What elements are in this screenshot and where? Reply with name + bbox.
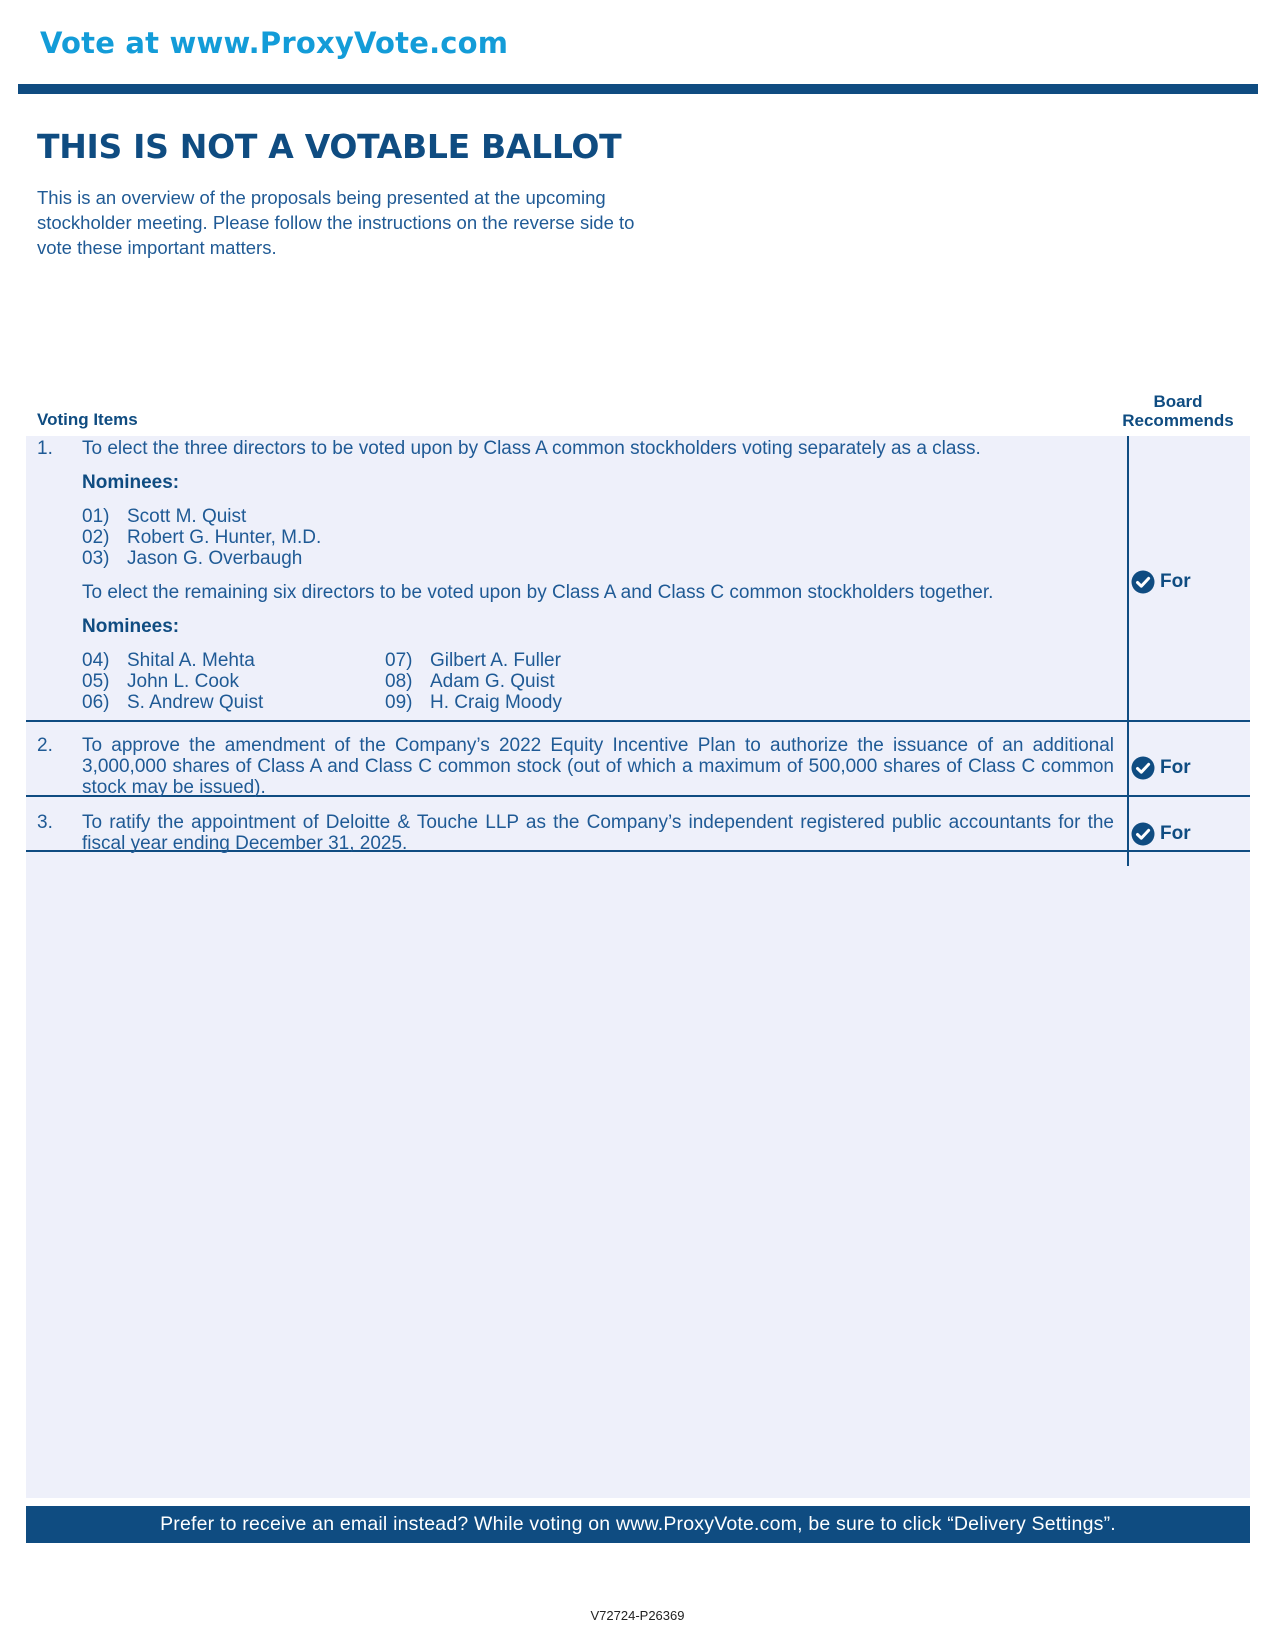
item-3-recommendation: [1131, 822, 1191, 846]
recommendation-label: For: [1160, 757, 1191, 778]
board-header-line1: Board: [1153, 392, 1203, 411]
nominee-name: Shital A. Mehta: [127, 650, 255, 671]
item-1-nominees-label-b: Nominees:: [82, 616, 180, 637]
proxyvote-url-heading: Vote at www.ProxyVote.com: [40, 26, 509, 60]
item-1-text-a: To elect the three directors to be voted upon by Class A common stockholders voting separately as a class.: [82, 438, 981, 459]
item-2-number: 2.: [37, 735, 53, 756]
banner-text: Prefer to receive an email instead? While voting on www.ProxyVote.com, be sure to click “Delivery Settings”.: [160, 1513, 1116, 1535]
nominee-name: Adam G. Quist: [430, 671, 555, 692]
nominee-name: Gilbert A. Fuller: [430, 650, 561, 671]
nominee-02: [82, 527, 321, 549]
item-2-text: To approve the amendment of the Company’s 2022 Equity Incentive Plan to authorize the issuance of an additional 3,000,000 shares of Class A and Class C common stock (out of which a maximum of 500,000 shares of Class C common stock may be issued).: [82, 735, 1114, 798]
item-3-number: 3.: [37, 812, 53, 833]
nominee-code: 01): [82, 506, 110, 527]
item-1-recommendation: [1131, 570, 1191, 594]
recommendation-label: For: [1160, 823, 1191, 844]
nominee-code: 03): [82, 548, 110, 569]
nominee-06: [82, 692, 263, 714]
document-id: V72724-P26369: [590, 1608, 685, 1623]
column-divider: [1127, 436, 1129, 866]
item-1-text-b: To elect the remaining six directors to be voted upon by Class A and Class C common stockholders together.: [82, 582, 994, 603]
nominee-05: [82, 671, 239, 693]
nominee-code: 02): [82, 527, 110, 548]
nominee-name: S. Andrew Quist: [127, 692, 264, 713]
nominee-code: 06): [82, 692, 110, 713]
nominee-name: Jason G. Overbaugh: [127, 548, 303, 569]
page-title: THIS IS NOT A VOTABLE BALLOT: [37, 127, 622, 166]
check-circle-icon: [1131, 756, 1155, 780]
recommendation-label: For: [1160, 571, 1191, 592]
nominee-name: H. Craig Moody: [430, 692, 562, 713]
intro-text: This is an overview of the proposals being presented at the upcoming stockholder meeting. Please follow the instructions on the reverse side to vote these important matters.: [37, 187, 635, 258]
check-circle-icon: [1131, 822, 1155, 846]
nominee-09: [385, 692, 562, 714]
item-2-recommendation: [1131, 756, 1191, 780]
nominee-03: [82, 548, 302, 570]
header-rule: [18, 84, 1258, 94]
nominee-code: 04): [82, 650, 110, 671]
item-1-number: 1.: [37, 438, 53, 459]
voting-items-header: Voting Items: [37, 410, 138, 429]
nominee-08: [385, 671, 555, 693]
item-1-nominees-label-a: Nominees:: [82, 472, 180, 493]
nominee-04: [82, 650, 255, 672]
nominee-code: 08): [385, 671, 413, 692]
nominee-name: Scott M. Quist: [127, 506, 247, 527]
nominee-code: 09): [385, 692, 413, 713]
nominee-name: Robert G. Hunter, M.D.: [127, 527, 322, 548]
item-3-text: To ratify the appointment of Deloitte & Touche LLP as the Company’s independent registered public accountants for the fiscal year ending December 31, 2025.: [82, 812, 1114, 854]
nominee-01: [82, 506, 246, 528]
board-recommends-header: [1118, 392, 1238, 430]
nominee-code: 05): [82, 671, 110, 692]
delivery-settings-banner: [26, 1506, 1250, 1543]
board-header-line2: Recommends: [1122, 411, 1234, 430]
nominee-name: John L. Cook: [127, 671, 239, 692]
row-divider-1: [26, 720, 1250, 722]
nominee-code: 07): [385, 650, 413, 671]
check-circle-icon: [1131, 570, 1155, 594]
nominee-07: [385, 650, 561, 672]
